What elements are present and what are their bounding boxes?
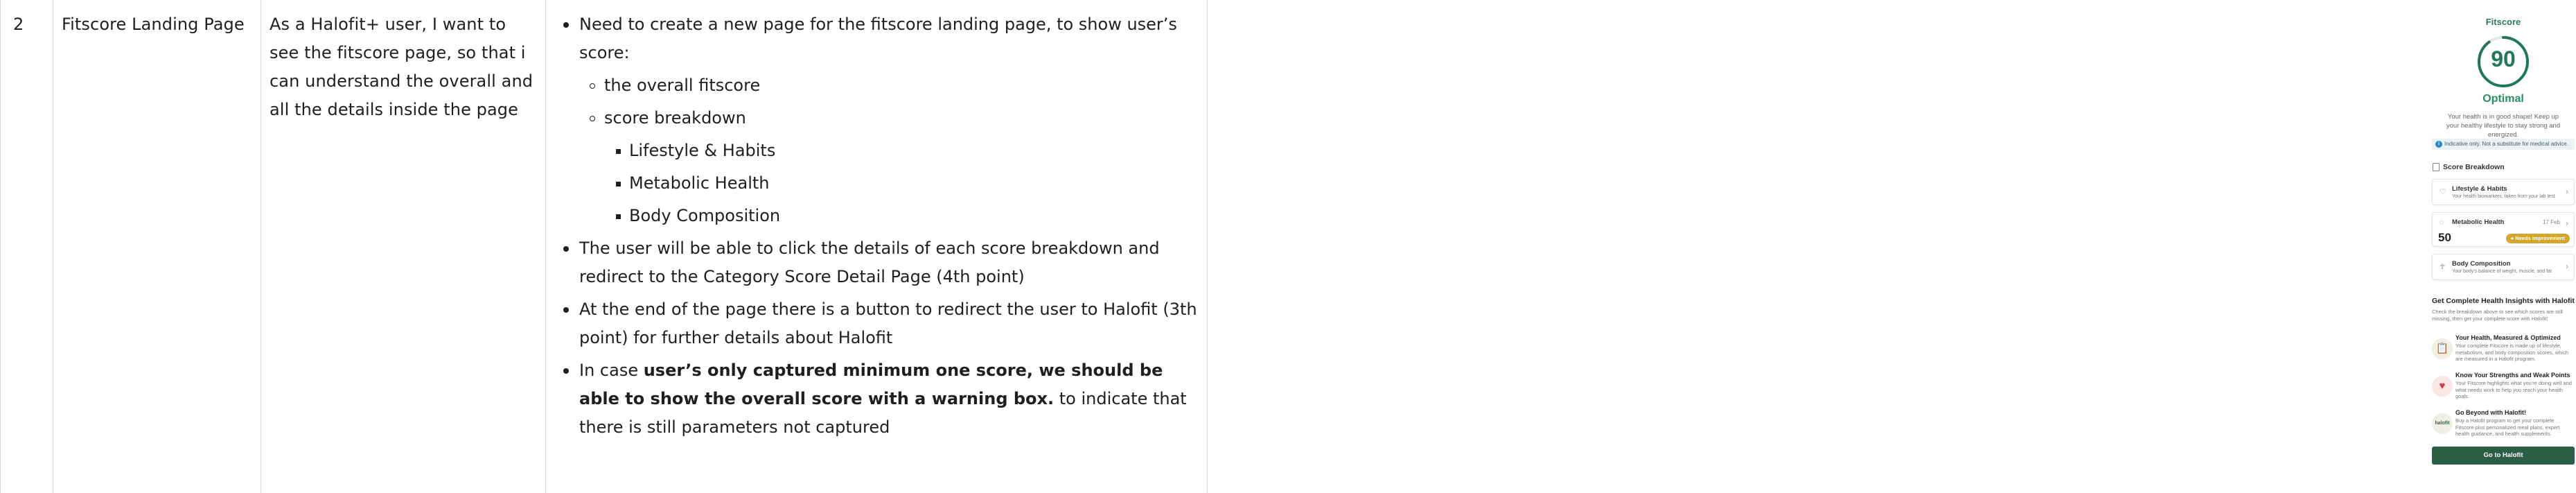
halofit-logo: halofit	[2432, 413, 2453, 434]
mockup-title: Fitscore	[2485, 17, 2521, 27]
requirement-text: score breakdown	[604, 108, 746, 128]
insight-title: Know Your Strengths and Weak Points	[2455, 372, 2570, 379]
user-story-cell	[261, 0, 546, 493]
requirement-text: to indicate that there is still parameters not captured	[579, 389, 1187, 437]
card-subtitle: Your health biomarkers, taken from your lab test	[2452, 194, 2555, 199]
requirement-bold-text: user’s only captured minimum one score, we should be able to show the overall score with a warning box.	[579, 361, 1163, 408]
requirement-text: Lifestyle & Habits	[629, 141, 776, 160]
score-status: Optimal	[2482, 93, 2524, 105]
heart-outline-icon: ♡	[2440, 188, 2446, 196]
card-title: Metabolic Health	[2452, 218, 2505, 226]
requirement-subitem	[579, 104, 1199, 132]
body-composition-card[interactable]	[2432, 254, 2575, 280]
requirement-text: In case	[579, 361, 644, 380]
insight-title: Go Beyond with Halofit!	[2455, 409, 2526, 416]
insight-title: Your Health, Measured & Optimized	[2455, 334, 2561, 341]
notice-text: Indicative only. Not a substitute for medical advice.	[2444, 141, 2569, 147]
chevron-right-icon: ›	[2566, 261, 2568, 271]
insight-body: Your complete Fitscore is made up of lifestyle, metabolism, and body composition scores, which are measured in a Halofit program.	[2455, 343, 2568, 362]
requirement-text: At the end of the page there is a button to redirect the user to Halofit (3th point) for further details about Halofit	[579, 300, 1197, 347]
clipboard-icon: 📋	[2432, 338, 2453, 359]
requirement-item	[579, 234, 1199, 291]
user-story: As a Halofit+ user, I want to see the fitscore page, so that i can understand the overall and all the details inside the page	[270, 15, 533, 119]
requirement-subitem	[579, 71, 1199, 100]
chevron-right-icon: ›	[2566, 218, 2568, 228]
go-to-halofit-button[interactable]: Go to Halofit	[2432, 447, 2575, 465]
insights-heading: Get Complete Health Insights with Halofit	[2432, 297, 2575, 305]
requirement-text: the overall fitscore	[604, 76, 761, 95]
requirement-item	[579, 295, 1199, 352]
row-number-cell	[0, 0, 53, 493]
mockup-cell	[1208, 0, 2575, 493]
requirement-text: Need to create a new page for the fitscore landing page, to show user’s score:	[579, 15, 1177, 62]
requirement-item	[579, 356, 1199, 442]
drop-icon: ◌	[2440, 218, 2444, 227]
needs-improvement-badge: ● Needs Improvement	[2506, 234, 2570, 243]
info-icon: i	[2435, 141, 2442, 148]
card-date: 17 Feb	[2543, 219, 2560, 225]
requirements-cell	[546, 0, 1208, 493]
body-icon: ☥	[2440, 263, 2446, 271]
overall-score: 90	[2491, 46, 2516, 71]
requirement-subsubitem	[579, 202, 1199, 230]
lifestyle-card[interactable]	[2432, 179, 2575, 205]
medical-notice	[2432, 139, 2575, 150]
card-score: 50	[2438, 231, 2451, 244]
requirement-text: The user will be able to click the details of each score breakdown and redirect to the Category Score Detail Page (4th point)	[579, 239, 1160, 286]
breakdown-heading	[2432, 162, 2505, 172]
requirement-subsubitem	[579, 137, 1199, 165]
requirements-list	[579, 10, 1199, 442]
feature-name: Fitscore Landing Page	[62, 15, 245, 34]
heart-icon: ♥	[2432, 376, 2453, 397]
insight-body: Your Fitscore highlights what you're doing well and what needs work to help you reach your health goals.	[2455, 380, 2572, 399]
requirement-item	[579, 10, 1199, 67]
requirement-text: Body Composition	[629, 206, 781, 225]
insights-subtitle: Check the breakdown above to see which scores are still missing, then get your complete score with Halofit!	[2432, 309, 2563, 322]
fitscore-mockup	[2431, 14, 2576, 472]
metabolic-card[interactable]	[2432, 212, 2575, 247]
row-number: 2	[13, 15, 24, 34]
score-description: Your health is in good shape! Keep up your healthy lifestyle to stay strong and energized.	[2446, 113, 2561, 139]
card-subtitle: Your body's balance of weight, muscle, and fat	[2452, 269, 2552, 274]
document-icon	[2433, 163, 2440, 171]
insight-body: Buy a Halofit program to get your complete Fitscore plus personalized meal plans, expert health guidance, and health supplements.	[2455, 417, 2560, 437]
card-title: Lifestyle & Habits	[2452, 185, 2507, 193]
chevron-right-icon: ›	[2566, 187, 2568, 196]
feature-cell	[53, 0, 261, 493]
requirement-subsubitem	[579, 169, 1199, 198]
card-title: Body Composition	[2452, 260, 2511, 268]
requirement-text: Metabolic Health	[629, 173, 770, 193]
breakdown-heading-text: Score Breakdown	[2443, 163, 2505, 171]
